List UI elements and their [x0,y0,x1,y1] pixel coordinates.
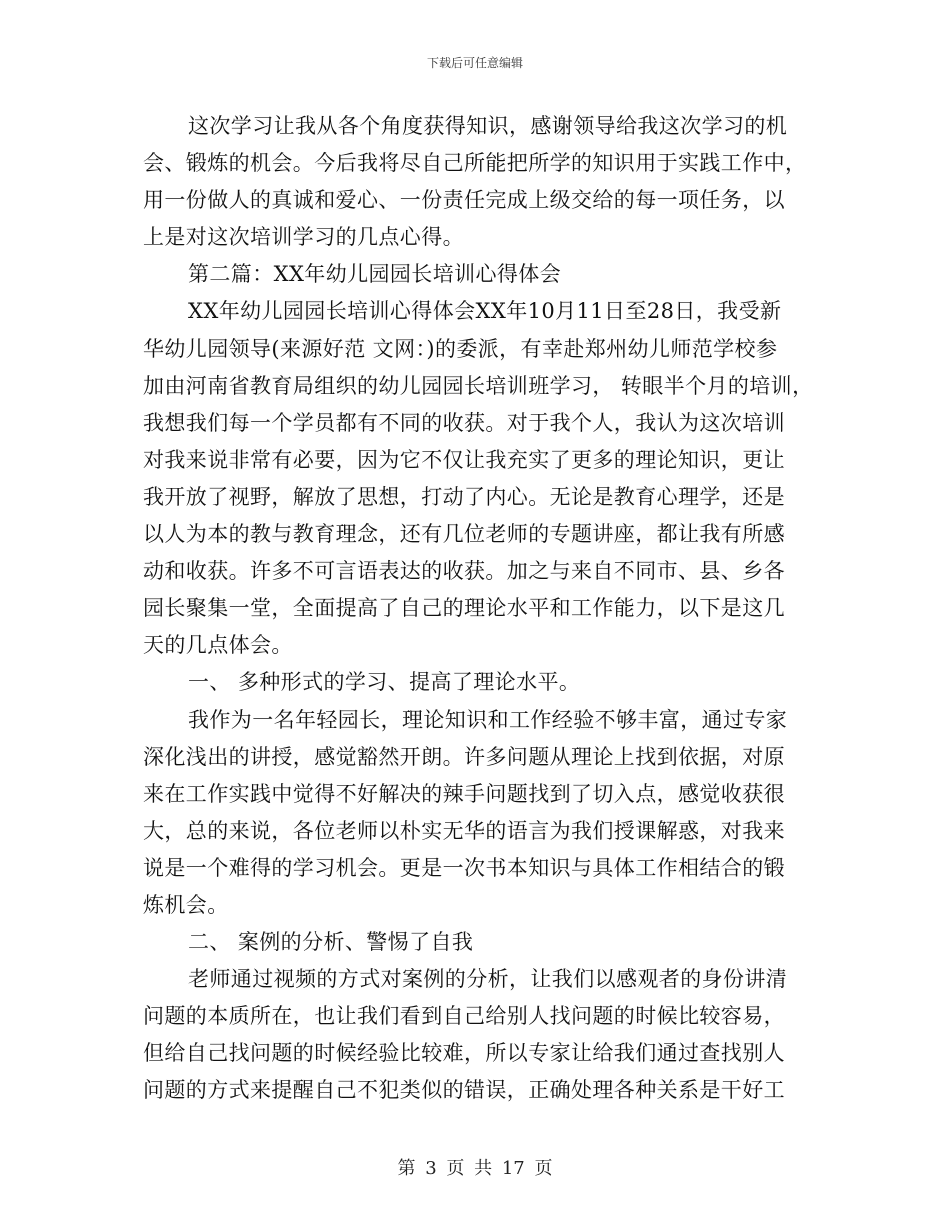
paragraph-line: 问题的本质所在，也让我们看到自己给别人找问题的时候比较容易， [143,1004,785,1029]
paragraph-line: 上是对这次培训学习的几点心得。 [143,225,464,250]
page-number-footer: 第 3 页 共 17 页 [397,1158,553,1179]
paragraph-line: 大，总的来说，各位老师以朴实无华的语言为我们授课解惑，对我来 [143,818,785,843]
paragraph-line: 炼机会。 [143,892,229,917]
paragraph-line: 我作为一名年轻园长，理论知识和工作经验不够丰富，通过专家 [188,707,788,732]
paragraph-line: 会、锻炼的机会。今后我将尽自己所能把所学的知识用于实践工作中， [143,151,807,176]
paragraph-line: 华幼儿园领导(来源好范 文网：)的委派，有幸赴郑州幼儿师范学校参 [143,336,778,361]
section-heading: 第二篇：XX年幼儿园园长培训心得体会 [188,262,562,287]
paragraph-line: 我想我们每一个学员都有不同的收获。对于我个人，我认为这次培训 [143,410,785,435]
paragraph-line: XX年幼儿园园长培训心得体会XX年10月11日至28日，我受新 [188,299,782,324]
paragraph-line: 这次学习让我从各个角度获得知识，感谢领导给我这次学习的机 [188,114,788,138]
subsection-heading: 一、 多种形式的学习、提高了理论水平。 [188,670,581,695]
paragraph-line: 深化浅出的讲授，感觉豁然开朗。许多问题从理论上找到依据，对原 [143,744,785,769]
paragraph-line: 但给自己找问题的时候经验比较难，所以专家让给我们通过查找别人 [143,1041,785,1066]
paragraph-line: 老师通过视频的方式对案例的分析，让我们以感观者的身份讲清 [188,967,788,992]
paragraph-line: 对我来说非常有必要，因为它不仅让我充实了更多的理论知识，更让 [143,447,785,472]
page-header-note: 下载后可任意编辑 [426,56,523,70]
paragraph-line: 园长聚集一堂，全面提高了自己的理论水平和工作能力，以下是这几 [143,596,785,621]
paragraph-line: 我开放了视野，解放了思想，打动了内心。无论是教育心理学，还是 [143,484,785,509]
document-body [143,108,814,1110]
subsection-heading: 二、 案例的分析、警惕了自我 [188,930,474,955]
paragraph-line: 动和收获。许多不可言语表达的收获。加之与来自不同市、县、乡各 [143,559,785,584]
paragraph-line: 问题的方式来提醒自己不犯类似的错误，正确处理各种关系是干好工 [143,1078,785,1103]
paragraph-line: 说是一个难得的学习机会。更是一次书本知识与具体工作相结合的锻 [143,855,785,880]
paragraph-line: 以人为本的教与教育理念，还有几位老师的专题讲座，都让我有所感 [143,522,785,547]
paragraph-line: 来在工作实践中觉得不好解决的辣手问题找到了切入点，感觉收获很 [143,781,785,806]
paragraph-line: 加由河南省教育局组织的幼儿园园长培训班学习， 转眼半个月的培训， [143,373,814,398]
paragraph-line: 用一份做人的真诚和爱心、一份责任完成上级交给的每一项任务，以 [143,188,785,213]
paragraph-line: 天的几点体会。 [143,633,293,658]
